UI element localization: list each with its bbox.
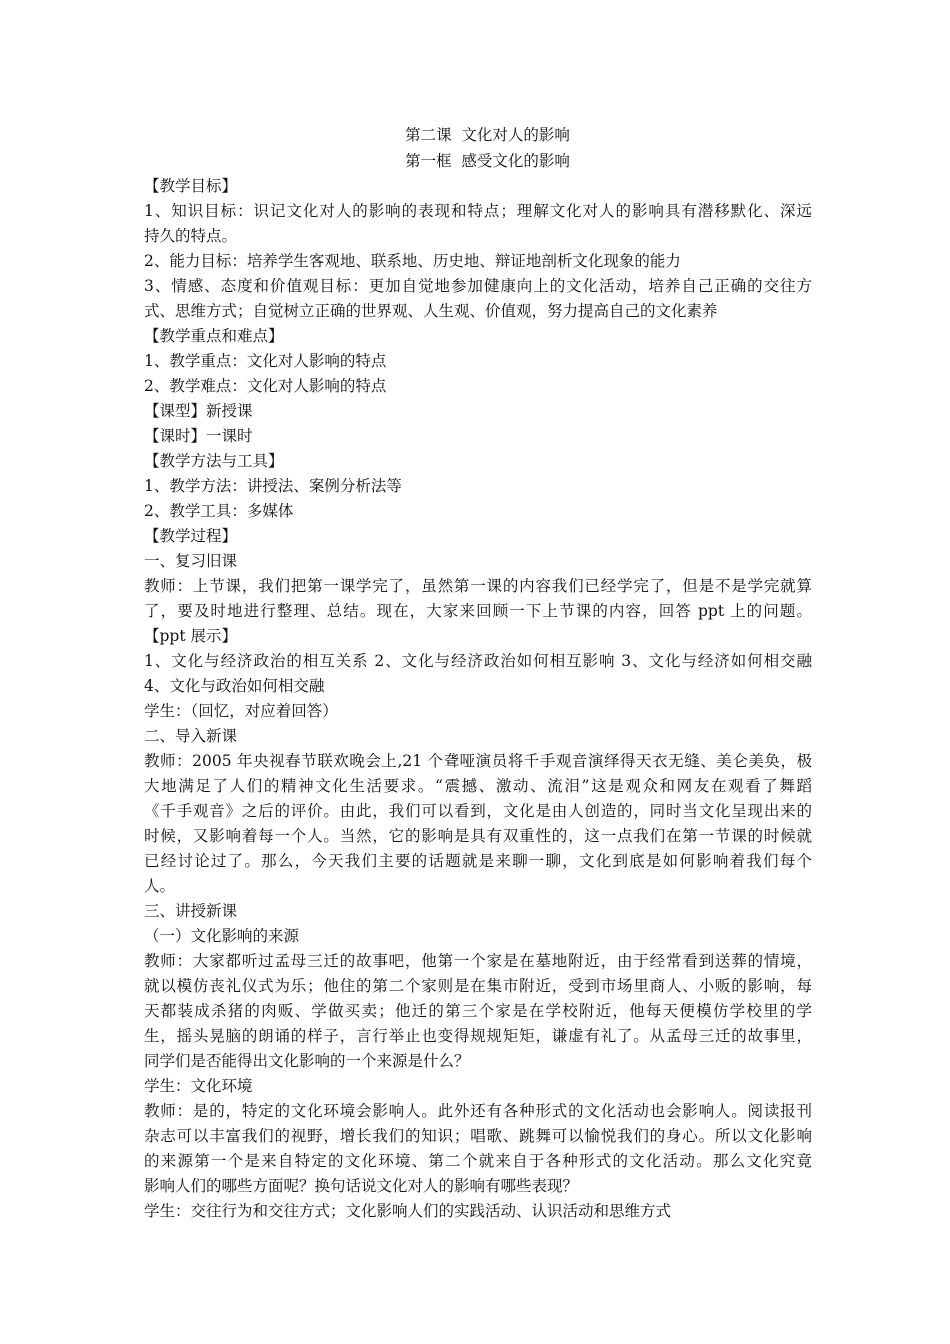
title-block (0, 122, 950, 174)
body-line: 的来源第一个是来自特定的文化环境、第二个就来自于各种形式的文化活动。那么文化究竟 (144, 1152, 812, 1170)
body-line: 了，要及时地进行整理、总结。现在，大家来回顾一下上节课的内容，回答 ppt 上的问题。 (144, 602, 812, 620)
body-line: 【教学方法与工具】 (144, 452, 284, 470)
body-line: 教师：上节课，我们把第一课学完了，虽然第一课的内容我们已经学完了，但是不是学完就算 (144, 577, 812, 595)
body-line: 1、教学重点：文化对人影响的特点 (144, 352, 387, 370)
body-line: 2、能力目标：培养学生客观地、联系地、历史地、辩证地剖析文化现象的能力 (144, 252, 681, 270)
body-line: 影响人们的哪些方面呢？换句话说文化对人的影响有哪些表现？ (144, 1177, 579, 1195)
body-line: 已经讨论过了。那么，今天我们主要的话题就是来聊一聊，文化到底是如何影响着我们每个 (144, 852, 812, 870)
body-line: 1、教学方法：讲授法、案例分析法等 (144, 477, 402, 495)
body-line: 《千手观音》之后的评价。由此，我们可以看到，文化是由人创造的，同时当文化呈现出来的 (144, 802, 812, 820)
body-line: 教师：是的，特定的文化环境会影响人。此外还有各种形式的文化活动也会影响人。阅读报刊 (144, 1102, 812, 1120)
body-line: 学生：（回忆，对应着回答） (144, 702, 338, 720)
body-line: 天都装成杀猪的肉贩、学做买卖；他迁的第三个家是在学校附近，他每天便模仿学校里的学 (144, 1002, 812, 1020)
body-line: 1、文化与经济政治的相互关系 2、文化与经济政治如何相互影响 3、文化与经济如何相交融 (144, 652, 812, 670)
body-line: 持久的特点。 (144, 227, 238, 245)
body-line: 二、导入新课 (144, 727, 238, 745)
body-line: 三、讲授新课 (144, 902, 238, 920)
body-line: 2、教学工具：多媒体 (144, 502, 294, 520)
body-line: 生，摇头晃脑的朗诵的样子，言行举止也变得规规矩矩，谦虚有礼了。从孟母三迁的故事里， (144, 1027, 812, 1045)
body-line: 同学们是否能得出文化影响的一个来源是什么？ (144, 1052, 470, 1070)
body-line: 【教学目标】 (144, 177, 238, 195)
body-line: 【课时】一课时 (144, 427, 253, 445)
body-line: 大地满足了人们的精神文化生活要求。“震撼、激动、流泪”这是观众和网友在观看了舞蹈 (144, 777, 812, 795)
body-line: 【ppt 展示】 (144, 627, 238, 645)
body-line: 【教学重点和难点】 (144, 327, 284, 345)
body-line: 4、文化与政治如何相交融 (144, 677, 325, 695)
document-body (144, 174, 812, 1224)
lesson-title: 第二课 文化对人的影响 (405, 126, 570, 144)
body-line: 【教学过程】 (144, 527, 238, 545)
body-line: 1、知识目标：识记文化对人的影响的表现和特点；理解文化对人的影响具有潜移默化、深远 (144, 202, 812, 220)
body-line: 学生：文化环境 (144, 1077, 253, 1095)
body-line: 式、思维方式；自觉树立正确的世界观、人生观、价值观，努力提高自己的文化素养 (144, 302, 718, 320)
body-line: 【课型】新授课 (144, 402, 253, 420)
body-line: 教师：2005 年央视春节联欢晚会上,21 个聋哑演员将千手观音演绎得天衣无缝、美仑美奂，极 (144, 752, 812, 770)
body-line: （一）文化影响的来源 (144, 927, 300, 945)
body-line: 一、复习旧课 (144, 552, 238, 570)
body-line: 就以模仿丧礼仪式为乐；他住的第二个家则是在集市附近，受到市场里商人、小贩的影响，每 (144, 977, 812, 995)
body-line: 2、教学难点：文化对人影响的特点 (144, 377, 387, 395)
body-line: 杂志可以丰富我们的视野，增长我们的知识；唱歌、跳舞可以愉悦我们的身心。所以文化影响 (144, 1127, 812, 1145)
body-line: 3、情感、态度和价值观目标：更加自觉地参加健康向上的文化活动，培养自己正确的交往方 (144, 277, 812, 295)
body-line: 教师：大家都听过孟母三迁的故事吧，他第一个家是在墓地附近，由于经常看到送葬的情境， (144, 952, 812, 970)
body-line: 学生：交往行为和交往方式；文化影响人们的实践活动、认识活动和思维方式 (144, 1202, 672, 1220)
section-subtitle: 第一框 感受文化的影响 (405, 152, 570, 170)
body-line: 人。 (144, 877, 176, 895)
body-line: 时候，又影响着每一个人。当然，它的影响是具有双重性的，这一点我们在第一节课的时候就 (144, 827, 812, 845)
